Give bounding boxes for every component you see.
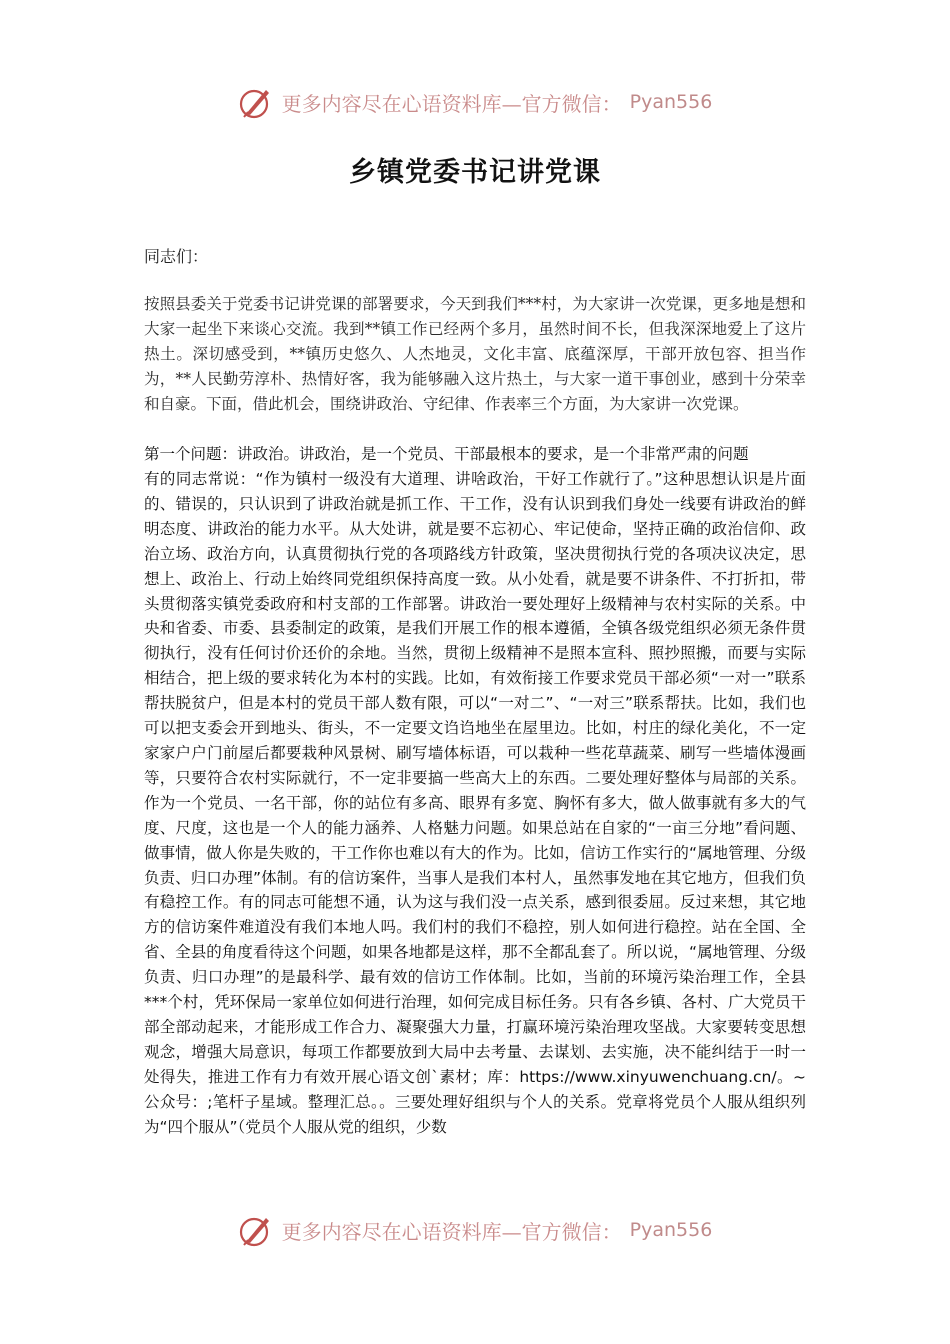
- footer-watermark-banner: [0, 1212, 950, 1248]
- salutation: 同志们：: [144, 247, 209, 266]
- quill-pen-logo-icon: [238, 84, 274, 120]
- banner-text: 更多内容尽在心语资料库—官方微信：: [281, 91, 622, 116]
- intro-paragraph: 按照县委关于党委书记讲党课的部署要求，今天到我们***村，为大家讲一次党课，更多地是想和大家一起坐下来谈心交流。我到**镇工作已经两个多月，虽然时间不长，但我深深地爱上了这片热土。深切感受到，**镇历史悠久、人杰地灵，文化丰富、底蕴深厚，干部开放包容、担当作为，**人民勤劳淳朴、热情好客，我为能够融入这片热土，与大家一道干事创业，感到十分荣幸和自豪。下面，借此机会，围绕讲政治、守纪律、作表率三个方面，为大家讲一次党课。: [144, 295, 806, 413]
- banner-wechat-id: Pyan556: [629, 91, 713, 113]
- quill-pen-logo-icon: [238, 1212, 274, 1248]
- section-heading: 第一个问题：讲政治。讲政治，是一个党员、干部最根本的要求，是一个非常严肃的问题: [144, 445, 749, 463]
- document-title: 乡镇党委书记讲党课: [349, 157, 601, 188]
- header-watermark-banner: [0, 84, 950, 120]
- banner-wechat-id: Pyan556: [629, 1219, 713, 1241]
- banner-text: 更多内容尽在心语资料库—官方微信：: [281, 1219, 622, 1244]
- body-paragraph: 有的同志常说：“作为镇村一级没有大道理、讲啥政治，干好工作就行了。”这种思想认识是片面的、错误的，只认识到了讲政治就是抓工作、干工作，没有认识到我们身处一线要有讲政治的鲜明态度、讲政治的能力水平。从大处讲，就是要不忘初心、牢记使命，坚持正确的政治信仰、政治立场、政治方向，认真贯彻执行党的各项路线方针政策，坚决贯彻执行党的各项决议决定，思想上、政治上、行动上始终同党组织保持高度一致。从小处看，就是要不讲条件、不打折扣，带头贯彻落实镇党委政府和村支部的工作部署。讲政治一要处理好上级精神与农村实际的关系。中央和省委、市委、县委制定的政策，是我们开展工作的根本遵循，全镇各级党组织必须无条件贯彻执行，没有任何讨价还价的余地。当然，贯彻上级精神不是照本宣科、照抄照搬，而要与实际相结合，把上级的要求转化为本村的实践。比如，有效衔接工作要求党员干部必须“一对一”联系帮扶脱贫户，但是本村的党员干部人数有限，可以“一对二”、“一对三”联系帮扶。比如，我们也可以把支委会开到地头、街头，不一定要文诌诌地坐在屋里边。比如，村庄的绿化美化，不一定家家户户门前屋后都要栽种风景树、刷写墙体标语，可以栽种一些花草蔬菜、刷写一些墙体漫画等，只要符合农村实际就行，不一定非要搞一些高大上的东西。二要处理好整体与局部的关系。作为一个党员、一名干部，你的站位有多高、眼界有多宽、胸怀有多大，做人做事就有多大的气度、尺度，这也是一个人的能力涵养、人格魅力问题。如果总站在自家的“一亩三分地”看问题、做事情，做人你是失败的，干工作你也难以有大的作为。比如，信访工作实行的“属地管理、分级负责、归口办理”体制。有的信访案件，当事人是我们本村人，虽然事发地在其它地方，但我们负有稳控工作。有的同志可能想不通，认为这与我们没一点关系，感到很委屈。反过来想，其它地方的信访案件难道没有我们本地人吗。我们村的我们不稳控，别人如何进行稳控。站在全国、全省、全县的角度看待这个问题，如果各地都是这样，那不全都乱套了。所以说，“属地管理、分级负责、归口办理”的是最科学、最有效的信访工作体制。比如，当前的环境污染治理工作，全县***个村，凭环保局一家单位如何进行治理，如何完成目标任务。只有各乡镇、各村、广大党员干部全部动起来，才能形成工作合力、凝聚强大力量，打赢环境污染治理攻坚战。大家要转变思想观念，增强大局意识，每项工作都要放到大局中去考量、去谋划、去实施，决不能纠结于一时一处得失，推进工作有力有效开展心语文创`素材；库：https://www.xinyuwenchuang.cn/。~公众号：;笔杆子星域。整理汇总。。三要处理好组织与个人的关系。党章将党员个人服从组织列为“四个服从”（党员个人服从党的组织，少数: [144, 470, 806, 1136]
